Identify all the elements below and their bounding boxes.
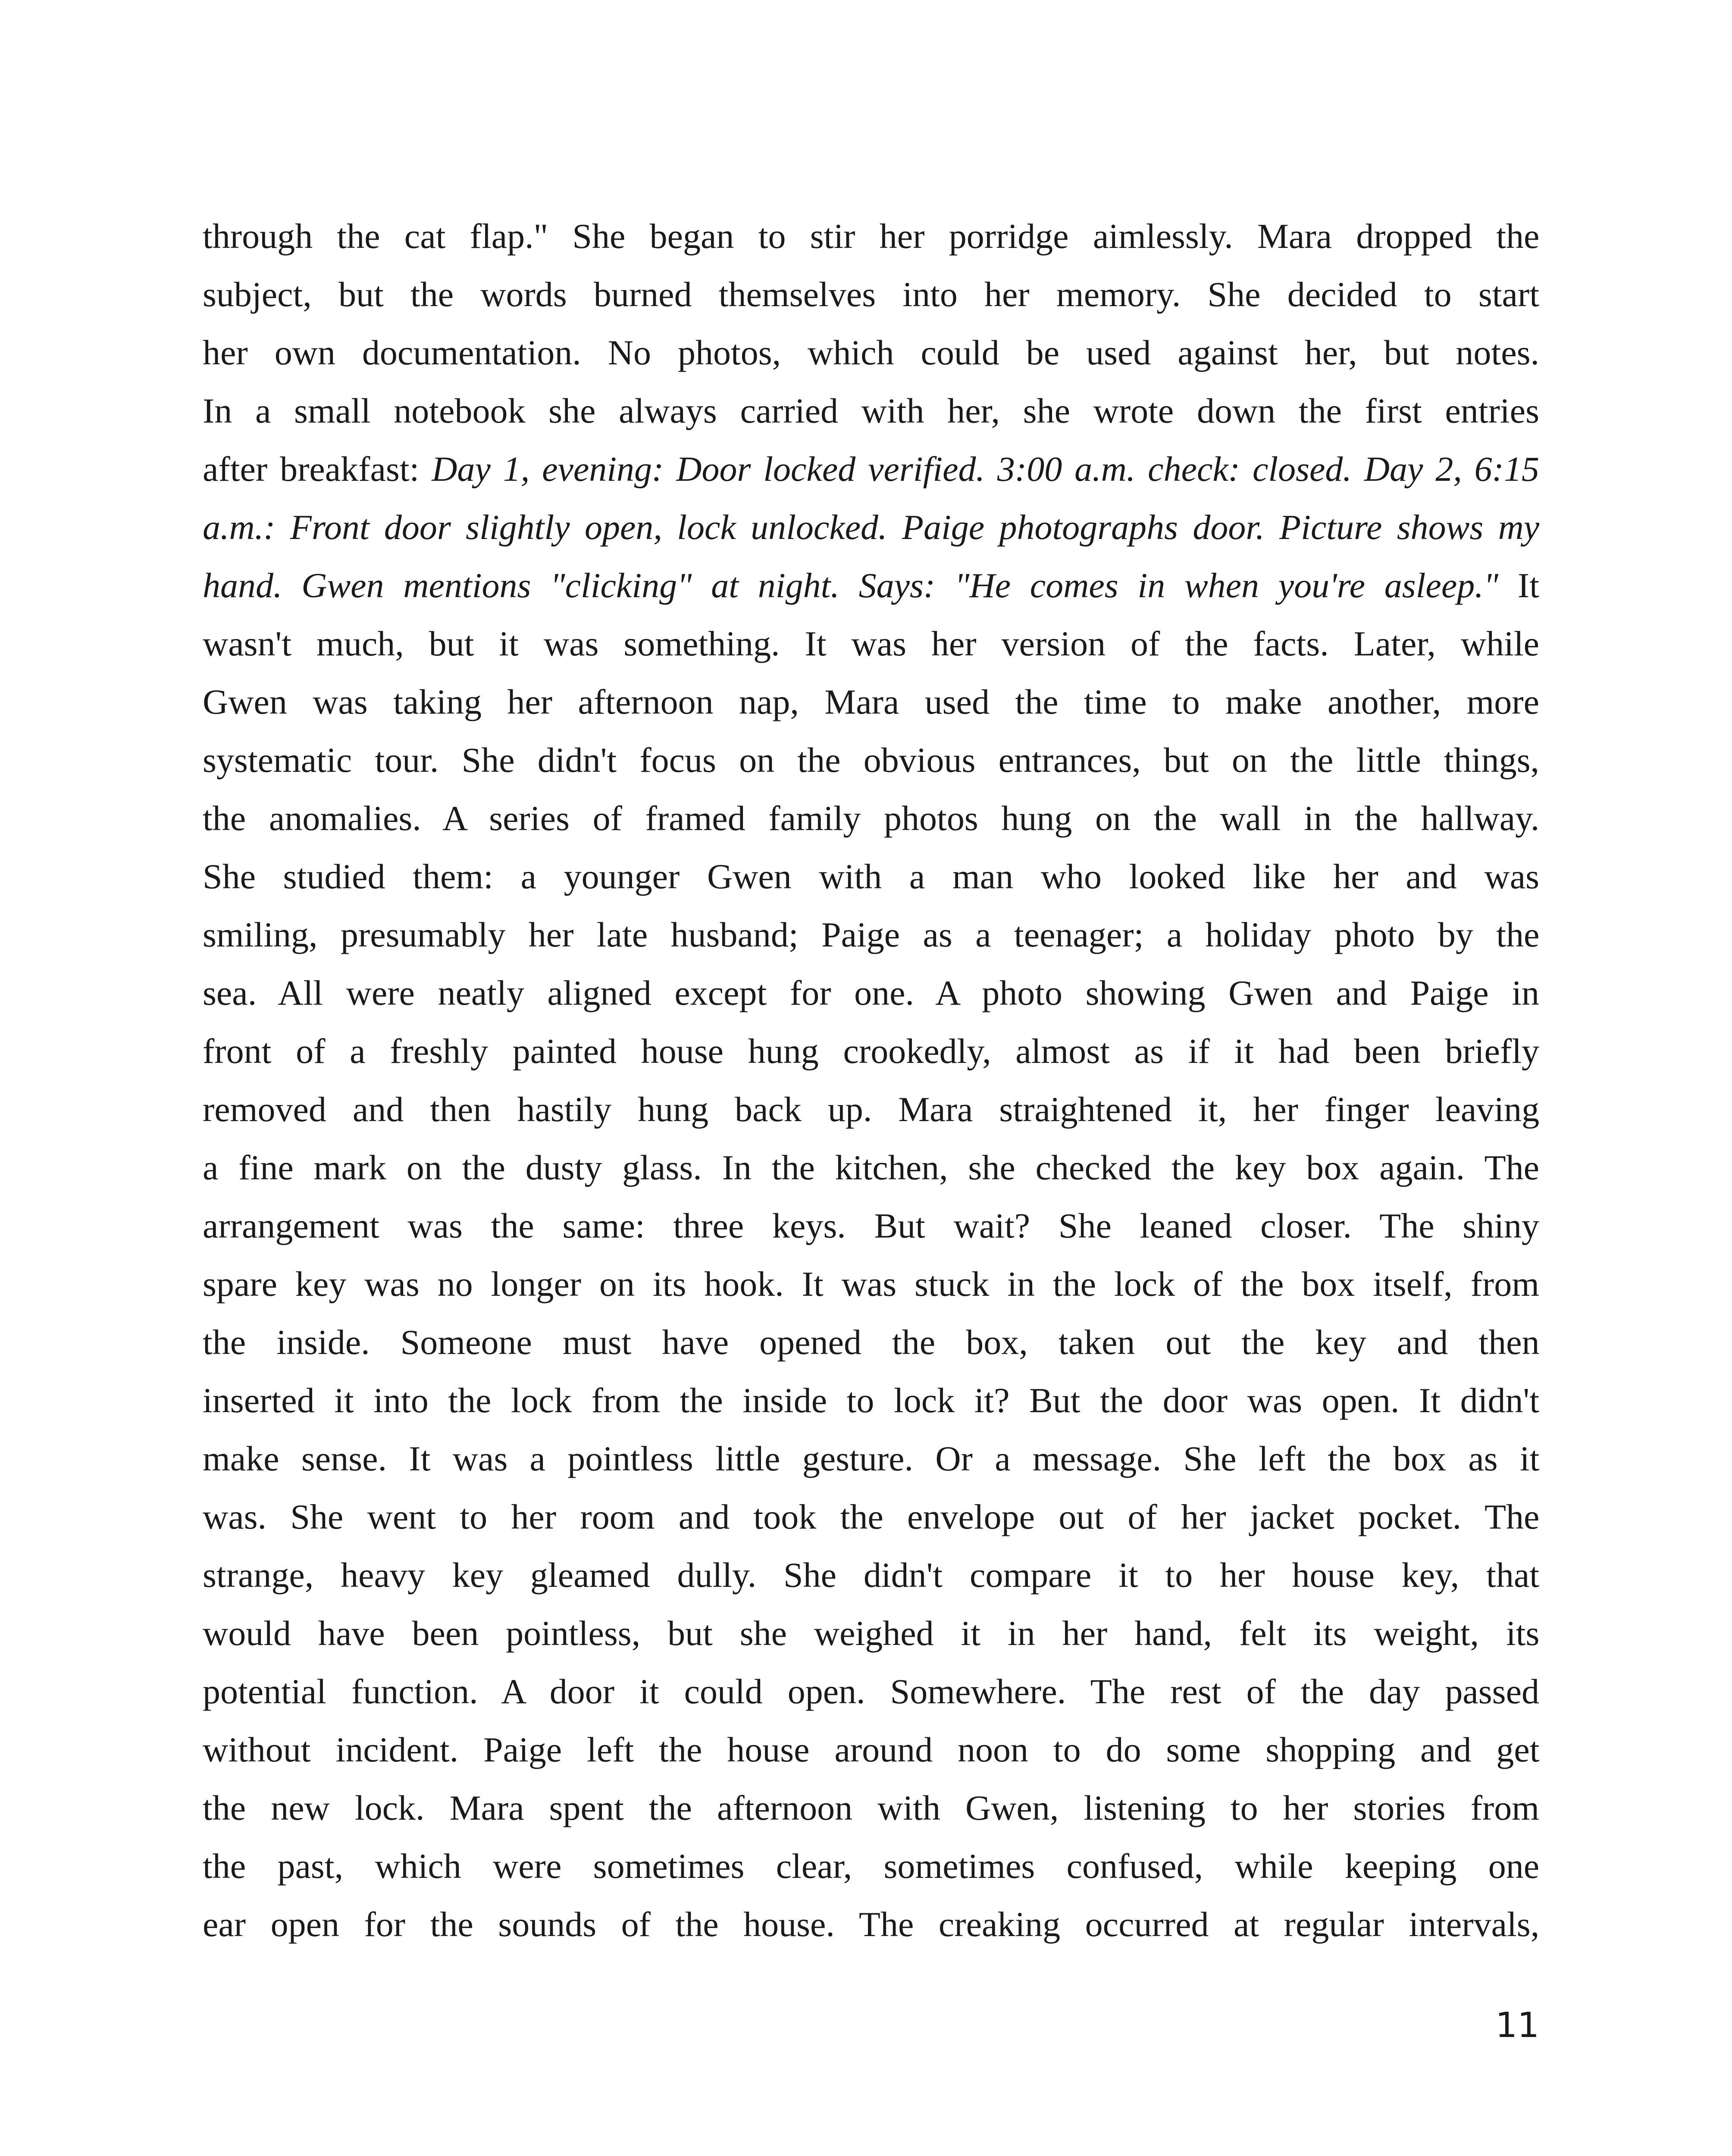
italic-text-segment: a.m.: Front door slightly open, lock unlocked. Paige photographs door. Picture shows my xyxy=(203,508,1539,547)
text-segment: She studied them: a younger Gwen with a man who looked like her and was xyxy=(203,857,1539,896)
text-line xyxy=(203,382,1539,440)
text-line xyxy=(203,1488,1539,1546)
text-line xyxy=(203,1255,1539,1313)
text-segment: would have been pointless, but she weighed it in her hand, felt its weight, its xyxy=(203,1614,1539,1653)
text-segment: potential function. A door it could open. Somewhere. The rest of the day passed xyxy=(203,1672,1539,1711)
text-line xyxy=(203,1546,1539,1604)
text-line xyxy=(203,440,1539,498)
text-line xyxy=(203,964,1539,1022)
text-line xyxy=(203,1429,1539,1488)
text-line xyxy=(203,1895,1539,1953)
text-line xyxy=(203,556,1539,614)
text-segment: the new lock. Mara spent the afternoon with Gwen, listening to her stories from xyxy=(203,1788,1539,1827)
text-line xyxy=(203,731,1539,789)
text-line xyxy=(203,614,1539,673)
text-segment: was. She went to her room and took the envelope out of her jacket pocket. The xyxy=(203,1497,1539,1536)
text-segment: smiling, presumably her late husband; Paige as a teenager; a holiday photo by the xyxy=(203,915,1539,954)
italic-text-segment: hand. Gwen mentions "clicking" at night. Says: "He comes in when you're asleep." xyxy=(203,566,1499,605)
text-line xyxy=(203,673,1539,731)
text-line xyxy=(203,789,1539,847)
text-segment: sea. All were neatly aligned except for one. A photo showing Gwen and Paige in xyxy=(203,973,1539,1012)
text-line xyxy=(203,1371,1539,1429)
text-segment: make sense. It was a pointless little gesture. Or a message. She left the box as it xyxy=(203,1439,1539,1478)
text-line xyxy=(203,1197,1539,1255)
text-segment: wasn't much, but it was something. It was her version of the facts. Later, while xyxy=(203,624,1539,663)
text-line xyxy=(203,1662,1539,1720)
text-line xyxy=(203,1604,1539,1662)
text-segment: front of a freshly painted house hung crookedly, almost as if it had been briefly xyxy=(203,1031,1539,1071)
text-line xyxy=(203,1080,1539,1138)
text-line xyxy=(203,1022,1539,1080)
text-segment: after breakfast: xyxy=(203,449,432,489)
text-line xyxy=(203,906,1539,964)
text-line xyxy=(203,1779,1539,1837)
body-text xyxy=(203,207,1539,1953)
page-number: 11 xyxy=(1495,2005,1539,2045)
italic-text-segment: Day 1, evening: Door locked verified. 3:00 a.m. check: closed. Day 2, 6:15 xyxy=(432,449,1539,489)
text-segment: spare key was no longer on its hook. It was stuck in the lock of the box itself, from xyxy=(203,1264,1539,1304)
text-line xyxy=(203,1837,1539,1895)
text-segment: through the cat flap." She began to stir her porridge aimlessly. Mara dropped the xyxy=(203,216,1539,256)
text-segment: subject, but the words burned themselves into her memory. She decided to start xyxy=(203,275,1539,314)
text-line xyxy=(203,498,1539,556)
text-segment: In a small notebook she always carried with her, she wrote down the first entries xyxy=(203,391,1539,430)
text-line xyxy=(203,1720,1539,1779)
text-segment: systematic tour. She didn't focus on the obvious entrances, but on the little things, xyxy=(203,740,1539,780)
text-segment: Gwen was taking her afternoon nap, Mara used the time to make another, more xyxy=(203,682,1539,721)
text-segment: ear open for the sounds of the house. The creaking occurred at regular intervals, xyxy=(203,1905,1539,1944)
text-line xyxy=(203,847,1539,906)
text-segment: arrangement was the same: three keys. But wait? She leaned closer. The shiny xyxy=(203,1206,1539,1245)
text-line xyxy=(203,265,1539,323)
text-segment: removed and then hastily hung back up. Mara straightened it, her finger leaving xyxy=(203,1090,1539,1129)
text-segment: the past, which were sometimes clear, sometimes confused, while keeping one xyxy=(203,1846,1539,1886)
text-line xyxy=(203,1313,1539,1371)
text-line xyxy=(203,323,1539,382)
text-segment: the inside. Someone must have opened the box, taken out the key and then xyxy=(203,1322,1539,1362)
text-segment: a fine mark on the dusty glass. In the kitchen, she checked the key box again. The xyxy=(203,1148,1539,1187)
text-line xyxy=(203,207,1539,265)
text-segment: It xyxy=(1498,566,1539,605)
text-segment: her own documentation. No photos, which could be used against her, but notes. xyxy=(203,333,1539,372)
text-segment: the anomalies. A series of framed family photos hung on the wall in the hallway. xyxy=(203,799,1539,838)
text-line xyxy=(203,1138,1539,1197)
text-segment: inserted it into the lock from the inside to lock it? But the door was open. It didn't xyxy=(203,1381,1539,1420)
text-segment: without incident. Paige left the house around noon to do some shopping and get xyxy=(203,1730,1539,1769)
text-segment: strange, heavy key gleamed dully. She didn't compare it to her house key, that xyxy=(203,1555,1539,1595)
